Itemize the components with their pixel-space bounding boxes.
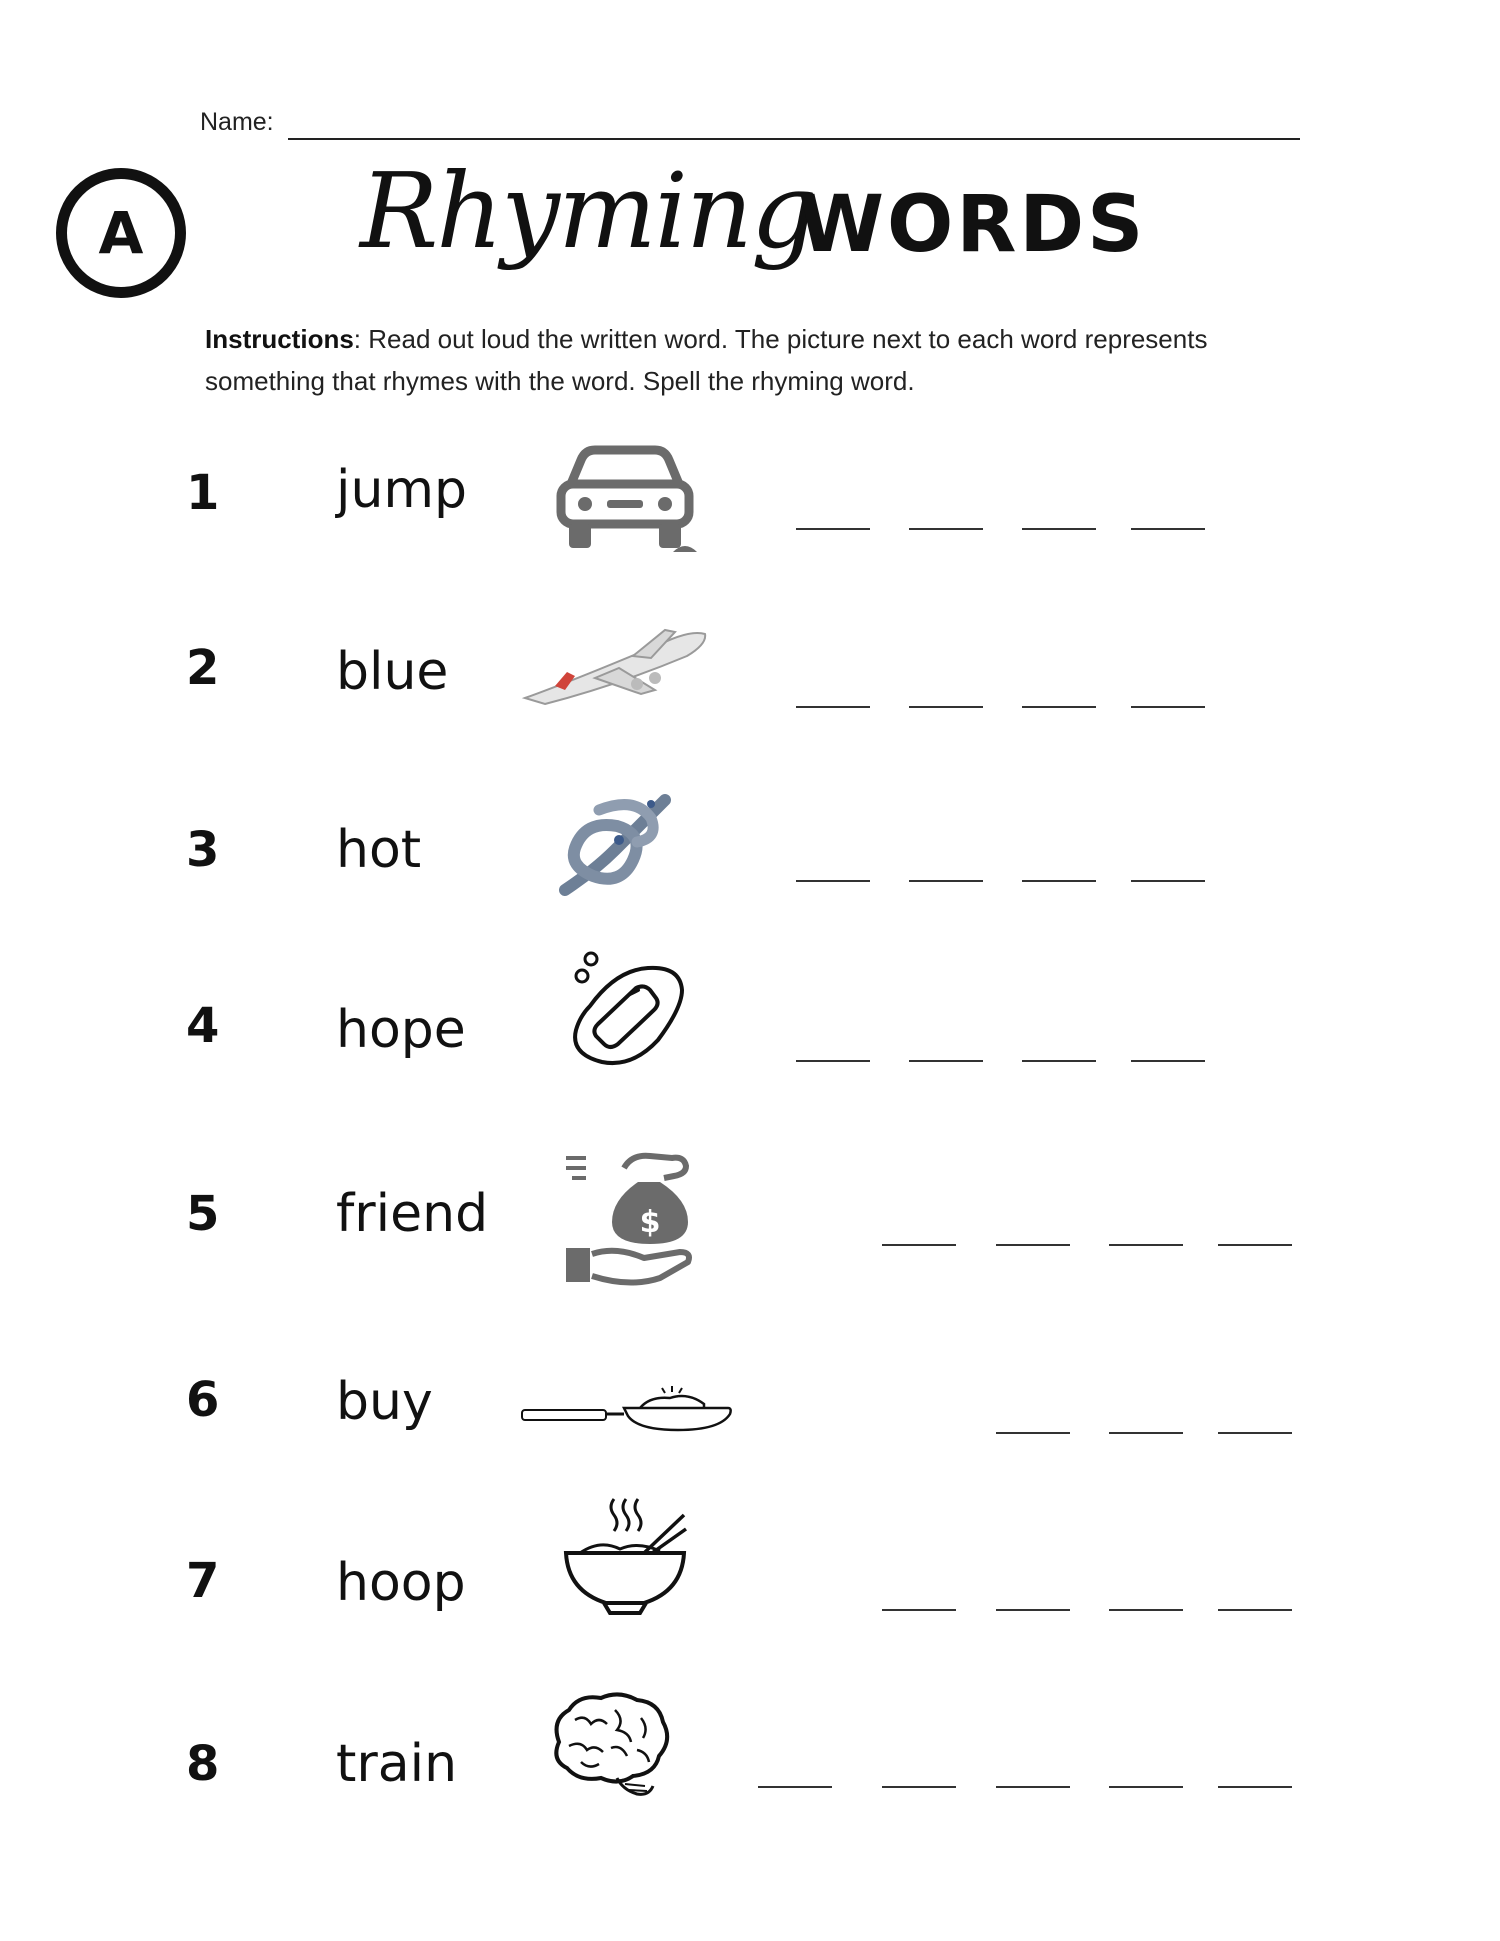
list-item <box>0 1148 1500 1298</box>
item-word: hot <box>336 820 422 880</box>
answer-blank[interactable] <box>1109 1432 1183 1434</box>
answer-blank[interactable] <box>909 1060 983 1062</box>
answer-blank[interactable] <box>996 1786 1070 1788</box>
answer-blank[interactable] <box>796 1060 870 1062</box>
answer-blank[interactable] <box>1109 1786 1183 1788</box>
title-caps: WORDS <box>798 180 1147 270</box>
item-number: 6 <box>186 1372 220 1428</box>
item-number: 7 <box>186 1553 220 1609</box>
item-word: hope <box>336 1000 466 1060</box>
item-number: 3 <box>186 822 220 878</box>
badge-letter: A <box>98 199 144 267</box>
instructions <box>205 318 1225 402</box>
airplane-icon <box>515 620 715 710</box>
rope-knot-icon <box>555 790 675 900</box>
list-item <box>0 950 1500 1100</box>
answer-blank[interactable] <box>996 1244 1070 1246</box>
item-number: 4 <box>186 998 220 1054</box>
answer-blank[interactable] <box>1131 706 1205 708</box>
answer-blank[interactable] <box>1022 706 1096 708</box>
answer-blank[interactable] <box>909 880 983 882</box>
money-bag-hand-icon <box>560 1148 700 1288</box>
list-item <box>0 620 1500 770</box>
list-item <box>0 1360 1500 1510</box>
answer-blank[interactable] <box>909 528 983 530</box>
page-title <box>360 150 1260 300</box>
item-number: 1 <box>186 465 220 521</box>
answer-blank[interactable] <box>1218 1244 1292 1246</box>
answer-blank[interactable] <box>882 1609 956 1611</box>
answer-blank[interactable] <box>1109 1609 1183 1611</box>
answer-blank[interactable] <box>996 1432 1070 1434</box>
answer-blank[interactable] <box>909 706 983 708</box>
list-item <box>0 790 1500 940</box>
item-word: blue <box>336 642 449 702</box>
answer-blank[interactable] <box>1022 880 1096 882</box>
item-number: 2 <box>186 640 220 696</box>
answer-blank[interactable] <box>1022 528 1096 530</box>
soup-bowl-icon <box>560 1495 690 1615</box>
list-item <box>0 1690 1500 1840</box>
list-item <box>0 440 1500 590</box>
answer-blank[interactable] <box>1218 1432 1292 1434</box>
answer-blank[interactable] <box>1109 1244 1183 1246</box>
answer-blank[interactable] <box>1131 880 1205 882</box>
item-word: buy <box>336 1372 433 1432</box>
item-word: hoop <box>336 1553 466 1613</box>
answer-blank[interactable] <box>1022 1060 1096 1062</box>
svg-text:$: $ <box>639 1205 661 1240</box>
answer-blank[interactable] <box>882 1786 956 1788</box>
answer-blank[interactable] <box>996 1609 1070 1611</box>
title-script: Rhyming <box>360 150 816 272</box>
instructions-text: : Read out loud the written word. The picture next to each word represents something that rhymes with the word. Spell the rhyming word. <box>205 324 1208 396</box>
answer-blank[interactable] <box>1218 1609 1292 1611</box>
answer-blank[interactable] <box>1131 528 1205 530</box>
item-word: jump <box>336 460 468 520</box>
answer-blank[interactable] <box>758 1786 832 1788</box>
answer-blank[interactable] <box>1218 1786 1292 1788</box>
car-icon <box>555 440 705 560</box>
soap-icon <box>560 950 690 1070</box>
item-word: friend <box>336 1184 489 1244</box>
answer-blank[interactable] <box>882 1244 956 1246</box>
name-row <box>200 108 1300 142</box>
item-word: train <box>336 1734 458 1794</box>
frying-pan-icon <box>520 1380 740 1440</box>
name-label: Name: <box>200 108 274 136</box>
name-field[interactable] <box>288 138 1300 140</box>
brain-icon <box>545 1690 675 1800</box>
worksheet-badge <box>56 168 186 298</box>
answer-blank[interactable] <box>1131 1060 1205 1062</box>
list-item <box>0 1495 1500 1645</box>
answer-blank[interactable] <box>796 528 870 530</box>
answer-blank[interactable] <box>796 706 870 708</box>
item-number: 8 <box>186 1736 220 1792</box>
instructions-label: Instructions <box>205 324 354 354</box>
answer-blank[interactable] <box>796 880 870 882</box>
item-number: 5 <box>186 1186 220 1242</box>
